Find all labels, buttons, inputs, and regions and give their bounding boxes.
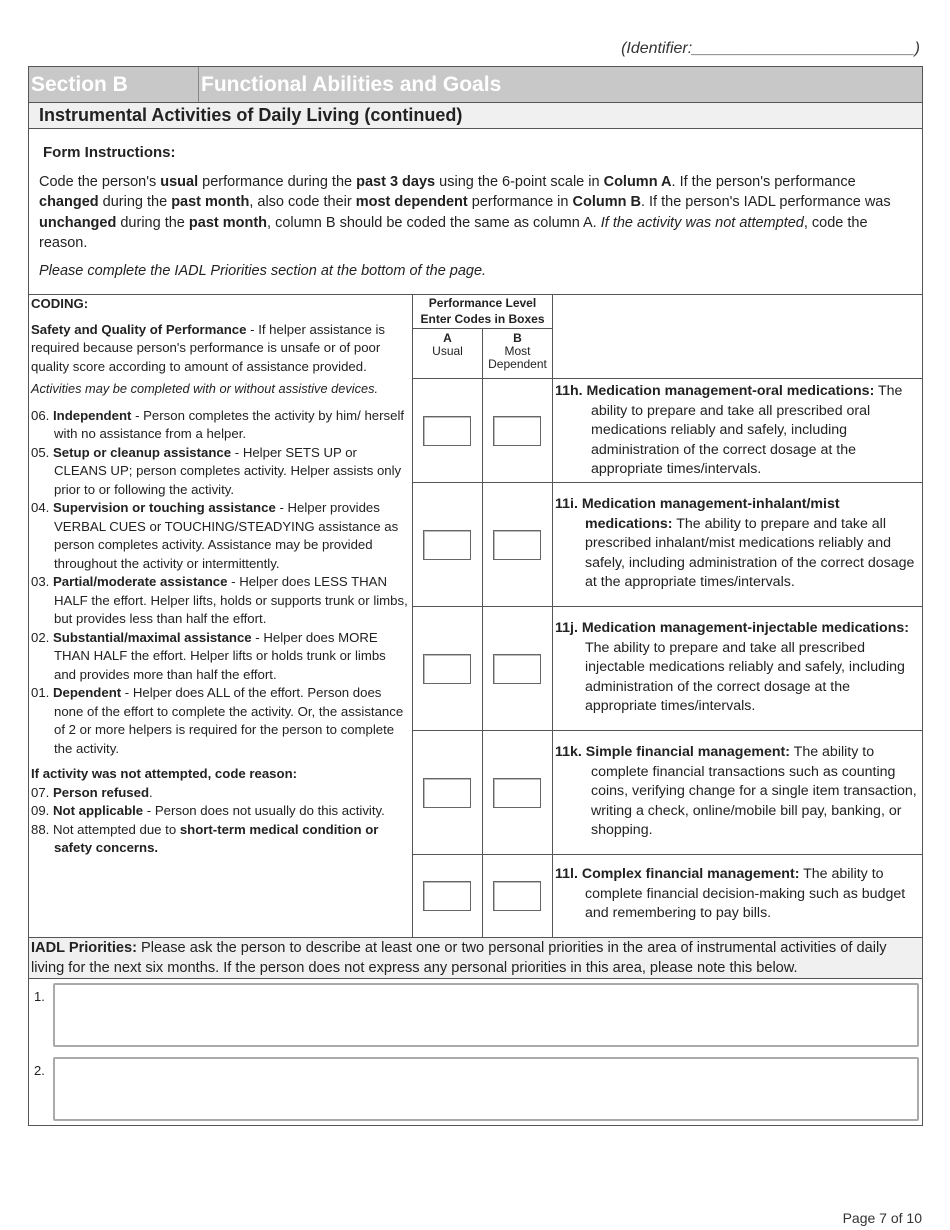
code-b-input[interactable] xyxy=(493,416,541,446)
code-b-input[interactable] xyxy=(493,778,541,808)
priorities-note: Please complete the IADL Priorities section at the bottom of the page. xyxy=(39,262,487,279)
code-a-input[interactable] xyxy=(423,778,471,808)
instructions-title: Form Instructions: xyxy=(43,144,176,161)
code-b-input[interactable] xyxy=(493,654,541,684)
reason-item: 88. Not attempted due to short-term medical condition or safety concerns. xyxy=(31,821,379,855)
code-a-input[interactable] xyxy=(423,881,471,911)
iadl-priorities: IADL Priorities: Please ask the person to describe at least one or two personal priorities in the area of instrumental activities of daily living for the next six months. If the person does not express any personal priorities in this area, please note this below. xyxy=(29,937,922,979)
code-item: 02. Substantial/maximal assistance - Helper does MORE THAN HALF the effort. Helper lifts or holds trunk or limbs and provides more than half the effort. xyxy=(31,629,386,682)
instructions-paragraph: Code the person's usual performance during the past 3 days using the 6-point scale in Column A. If the person's performance changed during the past month, also code their most dependent performance in Column B. If the person's IADL performance was unchanged during the past month, column B should be coded the same as column A. If the activity was not attempted, code the reason. xyxy=(39,173,891,251)
item-row-11l xyxy=(413,855,922,938)
code-item: 03. Partial/moderate assistance - Helper does LESS THAN HALF the effort. Helper lifts, holds or supports trunk or limbs, but provides less than half the effort. xyxy=(31,574,408,626)
reason-item: 09. Not applicable - Person does not usually do this activity. xyxy=(31,803,385,818)
code-item: 05. Setup or cleanup assistance - Helper SETS UP or CLEANS UP; person completes activity. Helper assists only prior to or following the activity. xyxy=(31,444,402,497)
form-frame xyxy=(28,66,923,1126)
code-item: 04. Supervision or touching assistance - Helper provides VERBAL CUES or TOUCHING/STEADYING assistance as person completes activity. Assistance may be provided throughout the activity or intermittently. xyxy=(31,500,399,571)
coding-header: CODING: xyxy=(31,296,89,311)
item-row-11i xyxy=(413,483,922,607)
form-instructions xyxy=(29,129,922,294)
priority-input[interactable] xyxy=(53,983,919,1047)
coding-grid xyxy=(29,294,922,937)
code-item: 06. Independent - Person completes the activity by him/ herself with no assistance from a helper. xyxy=(31,407,405,441)
section-title: Functional Abilities and Goals xyxy=(201,73,502,96)
item-description: 11i. Medication management-inhalant/mist medications: The ability to prepare and take all prescribed inhalant/mist medications reliably and safely, including administration of the correct dosage at the appropriate times/intervals. xyxy=(555,496,915,590)
column-b-header: B Most Dependent xyxy=(483,329,553,379)
item-description: 11k. Simple financial management: The ability to complete financial transactions such as counting coins, verifying change for a single item transaction, writing a check, online/mobile bill pay, banking, or shopping. xyxy=(555,744,917,838)
item-description: 11h. Medication management-oral medications: The ability to prepare and take all prescribed oral medications reliably and safely, including administration of the correct dosage at the appropriate times/intervals. xyxy=(555,383,903,477)
priority-input[interactable] xyxy=(53,1057,919,1121)
code-a-input[interactable] xyxy=(423,530,471,560)
code-a-input[interactable] xyxy=(423,654,471,684)
item-row-11h xyxy=(413,379,922,483)
description-header xyxy=(553,295,922,379)
priority-entry-2: 2. xyxy=(29,1057,922,1125)
section-bar xyxy=(29,67,922,103)
page-number: Page 7 of 10 xyxy=(842,1210,922,1226)
safety-quality-note: Safety and Quality of Performance - If helper assistance is required because person's performance is unsafe or of poor quality score according to amount of assistance provided. xyxy=(31,321,385,374)
performance-level-header: Performance Level Enter Codes in Boxes xyxy=(413,295,553,329)
code-b-input[interactable] xyxy=(493,881,541,911)
column-a-header: A Usual xyxy=(413,329,483,379)
identifier-line: (Identifier:_________________________) xyxy=(621,40,920,57)
subsection-title: Instrumental Activities of Daily Living (continued) xyxy=(29,103,922,129)
item-description: 11l. Complex financial management: The ability to complete financial decision-making such as budget and remembering to pay bills. xyxy=(555,866,906,921)
priority-entry-1: 1. xyxy=(29,983,922,1051)
reason-item: 07. Person refused. xyxy=(31,784,153,800)
code-a-input[interactable] xyxy=(423,416,471,446)
section-label: Section B xyxy=(29,67,199,102)
not-attempted-header: If activity was not attempted, code reason: xyxy=(31,766,298,781)
assistive-devices-note: Activities may be completed with or without assistive devices. xyxy=(31,381,379,396)
item-description: 11j. Medication management-injectable medications: The ability to prepare and take all prescribed injectable medications reliably and safely, including administration of the correct dosage at the appropriate times/intervals. xyxy=(555,620,909,714)
code-item: 01. Dependent - Helper does ALL of the effort. Person does none of the effort to complete the activity. Or, the assistance of 2 or more helpers is required for the person to complete the activity. xyxy=(31,685,404,756)
code-b-input[interactable] xyxy=(493,530,541,560)
coding-legend xyxy=(29,295,413,938)
item-row-11k xyxy=(413,731,922,855)
item-row-11j xyxy=(413,607,922,731)
